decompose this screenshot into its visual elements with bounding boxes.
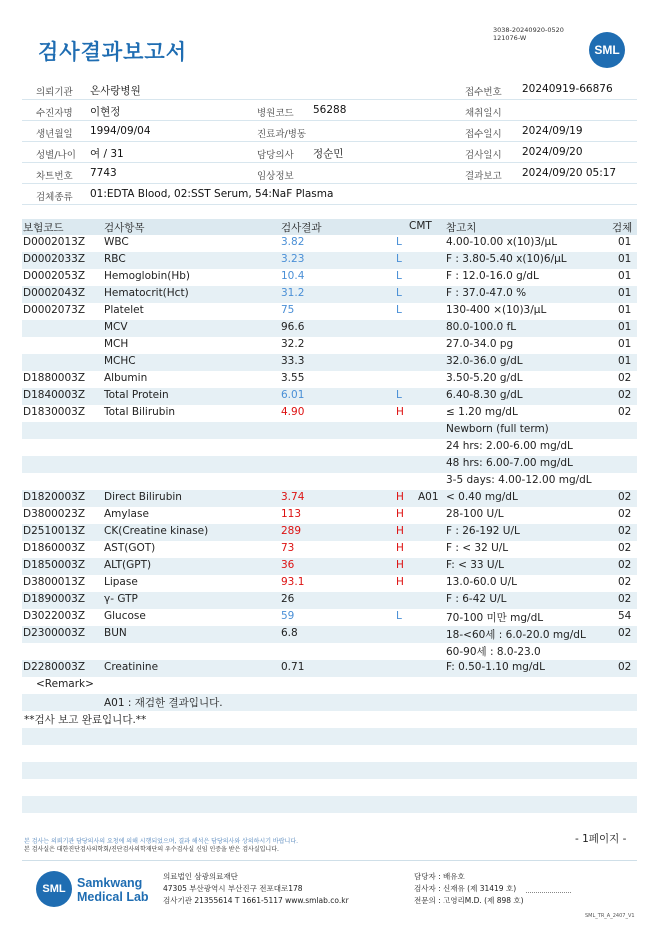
row-specimen: 02 xyxy=(618,491,632,503)
header-name: 검사항목 xyxy=(104,222,145,234)
chart-no-label: 차트번호 xyxy=(36,171,73,182)
row-reference: 3.50-5.20 g/dL xyxy=(446,372,523,384)
dept-label: 진료과/병동 xyxy=(257,129,307,140)
hospital-code-label: 병원코드 xyxy=(257,108,294,119)
row-flag: H xyxy=(396,406,404,418)
table-row xyxy=(22,320,637,337)
row-code: D1840003Z xyxy=(23,389,86,401)
row-reference: 4.00-10.00 x(10)3/μL xyxy=(446,236,558,248)
table-row xyxy=(22,252,637,269)
results-body xyxy=(22,235,637,677)
table-row xyxy=(22,558,637,575)
row-test-name: MCHC xyxy=(104,355,136,367)
row-test-name: CK(Creatine kinase) xyxy=(104,525,209,537)
row-test-name: Amylase xyxy=(104,508,149,520)
table-row xyxy=(22,303,637,320)
row-reference: F : 37.0-47.0 % xyxy=(446,287,527,299)
row-reference: 32.0-36.0 g/dL xyxy=(446,355,523,367)
sex-age-value: 여 / 31 xyxy=(90,148,124,160)
row-reference: F : 6-42 U/L xyxy=(446,593,507,605)
row-reference: 70-100 미만 mg/dL xyxy=(446,612,544,624)
receipt-no-label: 접수번호 xyxy=(465,87,502,98)
row-code: D2280003Z xyxy=(23,661,86,673)
row-specimen: 01 xyxy=(618,338,632,350)
row-flag: H xyxy=(396,508,404,520)
table-row xyxy=(22,490,637,507)
row-flag: L xyxy=(396,236,402,248)
table-row xyxy=(22,405,637,422)
row-test-name: Creatinine xyxy=(104,661,159,673)
row-test-name: BUN xyxy=(104,627,127,639)
row-test-name: Lipase xyxy=(104,576,138,588)
patient-info-section xyxy=(22,79,637,205)
table-row xyxy=(22,541,637,558)
row-reference: Newborn (full term) xyxy=(446,423,549,435)
table-row xyxy=(22,388,637,405)
header-result: 검사결과 xyxy=(281,222,322,234)
report-date-label: 결과보고 xyxy=(465,171,502,182)
row-test-name: MCV xyxy=(104,321,128,333)
signer-3: 전문의 : 고영리M.D. (제 898 호) xyxy=(414,896,524,905)
row-reference: 24 hrs: 2.00-6.00 mg/dL xyxy=(446,440,573,452)
remark-a01: A01 : 재검한 결과입니다. xyxy=(104,697,223,709)
table-row xyxy=(22,575,637,592)
info-row-2 xyxy=(22,100,637,121)
signer-1: 담당자 : 배유호 xyxy=(414,872,465,881)
header-ref: 참고치 xyxy=(446,222,477,234)
header-cmt: CMT xyxy=(409,220,432,232)
header-code: 보험코드 xyxy=(23,222,64,234)
chart-no-value: 7743 xyxy=(90,167,117,179)
specimen-label: 검체종류 xyxy=(36,192,73,203)
sml-logo-icon: SML xyxy=(589,32,625,68)
row-result: 75 xyxy=(281,304,295,316)
receipt-date-value: 2024/09/19 xyxy=(522,125,583,137)
row-flag: L xyxy=(396,610,402,622)
row-specimen: 01 xyxy=(618,304,632,316)
row-test-name: RBC xyxy=(104,253,126,265)
row-reference: 27.0-34.0 pg xyxy=(446,338,514,350)
row-reference: F : < 32 U/L xyxy=(446,542,509,554)
row-test-name: γ- GTP xyxy=(104,593,138,605)
row-test-name: Albumin xyxy=(104,372,148,384)
table-row xyxy=(22,626,637,643)
row-test-name: Hemoglobin(Hb) xyxy=(104,270,191,282)
row-result: 6.8 xyxy=(281,627,298,639)
row-specimen: 01 xyxy=(618,270,632,282)
table-row xyxy=(22,439,637,456)
lab-name-line-1: Samkwang xyxy=(77,876,143,890)
row-flag: L xyxy=(396,287,402,299)
row-result: 33.3 xyxy=(281,355,305,367)
row-result: 289 xyxy=(281,525,302,537)
row-specimen: 02 xyxy=(618,508,632,520)
row-flag: L xyxy=(396,253,402,265)
row-specimen: 02 xyxy=(618,406,632,418)
document-id-line-1: 3038-20240920-0520 xyxy=(493,26,564,34)
row-test-name: Platelet xyxy=(104,304,144,316)
row-specimen: 02 xyxy=(618,389,632,401)
footnote-2: 본 검사실은 대한진단검사의학회/진단검사의학재단의 우수검사실 신임 인증을 받은 검사실입니다. xyxy=(24,846,279,853)
table-row xyxy=(22,643,637,660)
row-result: 93.1 xyxy=(281,576,305,588)
footer-divider xyxy=(22,860,637,861)
row-test-name: AST(GOT) xyxy=(104,542,156,554)
page-number: - 1페이지 - xyxy=(575,833,627,845)
table-row xyxy=(22,354,637,371)
row-code: D0002043Z xyxy=(23,287,86,299)
row-flag: H xyxy=(396,542,404,554)
row-reference: 80.0-100.0 fL xyxy=(446,321,517,333)
row-reference: F: < 33 U/L xyxy=(446,559,505,571)
empty-row xyxy=(22,745,637,762)
row-reference: F : 26-192 U/L xyxy=(446,525,520,537)
row-specimen: 02 xyxy=(618,372,632,384)
row-result: 96.6 xyxy=(281,321,305,333)
row-result: 36 xyxy=(281,559,295,571)
row-flag: L xyxy=(396,389,402,401)
row-code: D3800013Z xyxy=(23,576,86,588)
empty-row xyxy=(22,796,637,813)
results-header xyxy=(22,219,637,235)
row-flag: L xyxy=(396,270,402,282)
lab-info xyxy=(163,871,349,907)
document-id xyxy=(493,26,564,42)
client-value: 온사랑병원 xyxy=(90,85,141,97)
footnote-1: 본 검사는 의뢰기관 담당의사의 요청에 의해 시행되었으며, 결과 해석은 담당의사와 상의하시기 바랍니다. xyxy=(24,838,299,845)
row-code: D0002033Z xyxy=(23,253,86,265)
row-specimen: 01 xyxy=(618,321,632,333)
row-test-name: Glucose xyxy=(104,610,146,622)
row-code: D0002013Z xyxy=(23,236,86,248)
row-result: 6.01 xyxy=(281,389,305,401)
signers xyxy=(414,871,571,907)
sml-logo-mark-icon: SML xyxy=(36,871,72,907)
empty-row xyxy=(22,813,637,830)
row-code: D0002073Z xyxy=(23,304,86,316)
row-test-name: MCH xyxy=(104,338,129,350)
table-row xyxy=(22,609,637,626)
row-specimen: 02 xyxy=(618,627,632,639)
row-result: 59 xyxy=(281,610,295,622)
row-reference: F: 0.50-1.10 mg/dL xyxy=(446,661,545,673)
row-result: 31.2 xyxy=(281,287,305,299)
row-code: D2300003Z xyxy=(23,627,86,639)
row-code: D1890003Z xyxy=(23,593,86,605)
row-result: 3.82 xyxy=(281,236,305,248)
row-code: D1860003Z xyxy=(23,542,86,554)
row-specimen: 02 xyxy=(618,661,632,673)
row-reference: 28-100 U/L xyxy=(446,508,504,520)
row-specimen: 02 xyxy=(618,525,632,537)
row-specimen: 02 xyxy=(618,593,632,605)
row-flag: H xyxy=(396,576,404,588)
row-flag: H xyxy=(396,525,404,537)
lab-name xyxy=(77,876,149,904)
table-row xyxy=(22,235,637,252)
info-row-3 xyxy=(22,121,637,142)
row-result: 3.23 xyxy=(281,253,305,265)
row-result: 3.74 xyxy=(281,491,305,503)
page-title: 검사결과보고서 xyxy=(38,40,188,64)
remark-title-row xyxy=(22,677,637,694)
row-specimen: 01 xyxy=(618,355,632,367)
remark-a01-row xyxy=(22,694,637,711)
test-date-label: 검사일시 xyxy=(465,150,502,161)
table-row xyxy=(22,269,637,286)
row-specimen: 02 xyxy=(618,559,632,571)
table-row xyxy=(22,371,637,388)
row-test-name: Total Bilirubin xyxy=(104,406,176,418)
table-row xyxy=(22,473,637,490)
sex-age-label: 성별/나이 xyxy=(36,150,76,161)
info-row-5 xyxy=(22,163,637,184)
row-result: 4.90 xyxy=(281,406,305,418)
hospital-code-value: 56288 xyxy=(313,104,347,116)
row-reference: 3-5 days: 4.00-12.00 mg/dL xyxy=(446,474,592,486)
row-reference: ≤ 1.20 mg/dL xyxy=(446,406,518,418)
remark-section xyxy=(22,677,637,830)
row-test-name: Total Protein xyxy=(104,389,169,401)
row-result: 0.71 xyxy=(281,661,305,673)
row-specimen: 02 xyxy=(618,576,632,588)
row-code: D3022003Z xyxy=(23,610,86,622)
birth-value: 1994/09/04 xyxy=(90,125,151,137)
row-code: D1820003Z xyxy=(23,491,86,503)
row-result: 26 xyxy=(281,593,295,605)
form-code: SML_TR_A_2407_V1 xyxy=(585,913,635,919)
results-table xyxy=(22,219,637,830)
row-reference: 60-90세 : 8.0-23.0 xyxy=(446,646,541,658)
signature-mark xyxy=(526,885,571,893)
row-specimen: 01 xyxy=(618,253,632,265)
row-reference: 6.40-8.30 g/dL xyxy=(446,389,523,401)
birth-label: 생년월일 xyxy=(36,129,73,140)
test-date-value: 2024/09/20 xyxy=(522,146,583,158)
row-code: D1830003Z xyxy=(23,406,86,418)
collect-date-label: 채취일시 xyxy=(465,108,502,119)
specimen-value: 01:EDTA Blood, 02:SST Serum, 54:NaF Plasma xyxy=(90,188,334,200)
row-code: D0002053Z xyxy=(23,270,86,282)
report-complete-text: **검사 보고 완료입니다.** xyxy=(24,714,147,726)
table-row xyxy=(22,422,637,439)
row-result: 32.2 xyxy=(281,338,305,350)
row-reference: 18-<60세 : 6.0-20.0 mg/dL xyxy=(446,629,586,641)
row-reference: 13.0-60.0 U/L xyxy=(446,576,517,588)
receipt-date-label: 접수일시 xyxy=(465,129,502,140)
footnotes xyxy=(24,838,298,854)
patient-label: 수진자명 xyxy=(36,108,73,119)
row-specimen: 01 xyxy=(618,236,632,248)
row-reference: F : 3.80-5.40 x(10)6/μL xyxy=(446,253,567,265)
row-cmt: A01 xyxy=(418,491,439,503)
info-row-6 xyxy=(22,184,637,205)
patient-value: 이현정 xyxy=(90,106,121,118)
report-date-value: 2024/09/20 05:17 xyxy=(522,167,617,179)
row-specimen: 54 xyxy=(618,610,632,622)
row-test-name: WBC xyxy=(104,236,129,248)
table-row xyxy=(22,286,637,303)
row-reference: < 0.40 mg/dL xyxy=(446,491,518,503)
row-specimen: 02 xyxy=(618,542,632,554)
doctor-value: 정순민 xyxy=(313,148,344,160)
row-result: 73 xyxy=(281,542,295,554)
doctor-label: 담당의사 xyxy=(257,150,294,161)
row-result: 3.55 xyxy=(281,372,305,384)
header-specimen: 검체 xyxy=(612,222,633,234)
row-code: D1880003Z xyxy=(23,372,86,384)
row-result: 10.4 xyxy=(281,270,305,282)
row-reference: 130-400 ×(10)3/μL xyxy=(446,304,547,316)
row-flag: H xyxy=(396,491,404,503)
empty-row xyxy=(22,779,637,796)
row-test-name: Direct Bilirubin xyxy=(104,491,182,503)
lab-name-line-2: Medical Lab xyxy=(77,890,149,904)
row-code: D1850003Z xyxy=(23,559,86,571)
lab-info-line-1: 의료법인 삼광의료재단 xyxy=(163,872,238,881)
lab-info-line-2: 47305 부산광역시 부산진구 전포대로178 xyxy=(163,884,303,893)
row-code: D3800023Z xyxy=(23,508,86,520)
table-row xyxy=(22,337,637,354)
client-label: 의뢰기관 xyxy=(36,87,73,98)
document-id-line-2: 121076-W xyxy=(493,34,527,42)
row-test-name: Hematocrit(Hct) xyxy=(104,287,189,299)
row-code: D2510013Z xyxy=(23,525,86,537)
remark-title: <Remark> xyxy=(36,678,94,690)
report-complete-text-row xyxy=(22,711,637,728)
row-flag: H xyxy=(396,559,404,571)
table-row xyxy=(22,524,637,541)
lab-info-line-3: 검사기관 21355614 T 1661-5117 www.smlab.co.kr xyxy=(163,896,349,905)
clinical-label: 임상정보 xyxy=(257,171,294,182)
info-row-4 xyxy=(22,142,637,163)
empty-row xyxy=(22,728,637,745)
row-reference: 48 hrs: 6.00-7.00 mg/dL xyxy=(446,457,573,469)
row-specimen: 01 xyxy=(618,287,632,299)
info-row-1 xyxy=(22,79,637,100)
row-result: 113 xyxy=(281,508,302,520)
table-row xyxy=(22,507,637,524)
empty-row xyxy=(22,762,637,779)
row-flag: L xyxy=(396,304,402,316)
table-row xyxy=(22,660,637,677)
table-row xyxy=(22,592,637,609)
signer-2: 검사자 : 신재유 (제 31419 호) xyxy=(414,884,517,893)
table-row xyxy=(22,456,637,473)
row-test-name: ALT(GPT) xyxy=(104,559,152,571)
row-reference: F : 12.0-16.0 g/dL xyxy=(446,270,539,282)
receipt-no-value: 20240919-66876 xyxy=(522,83,613,95)
